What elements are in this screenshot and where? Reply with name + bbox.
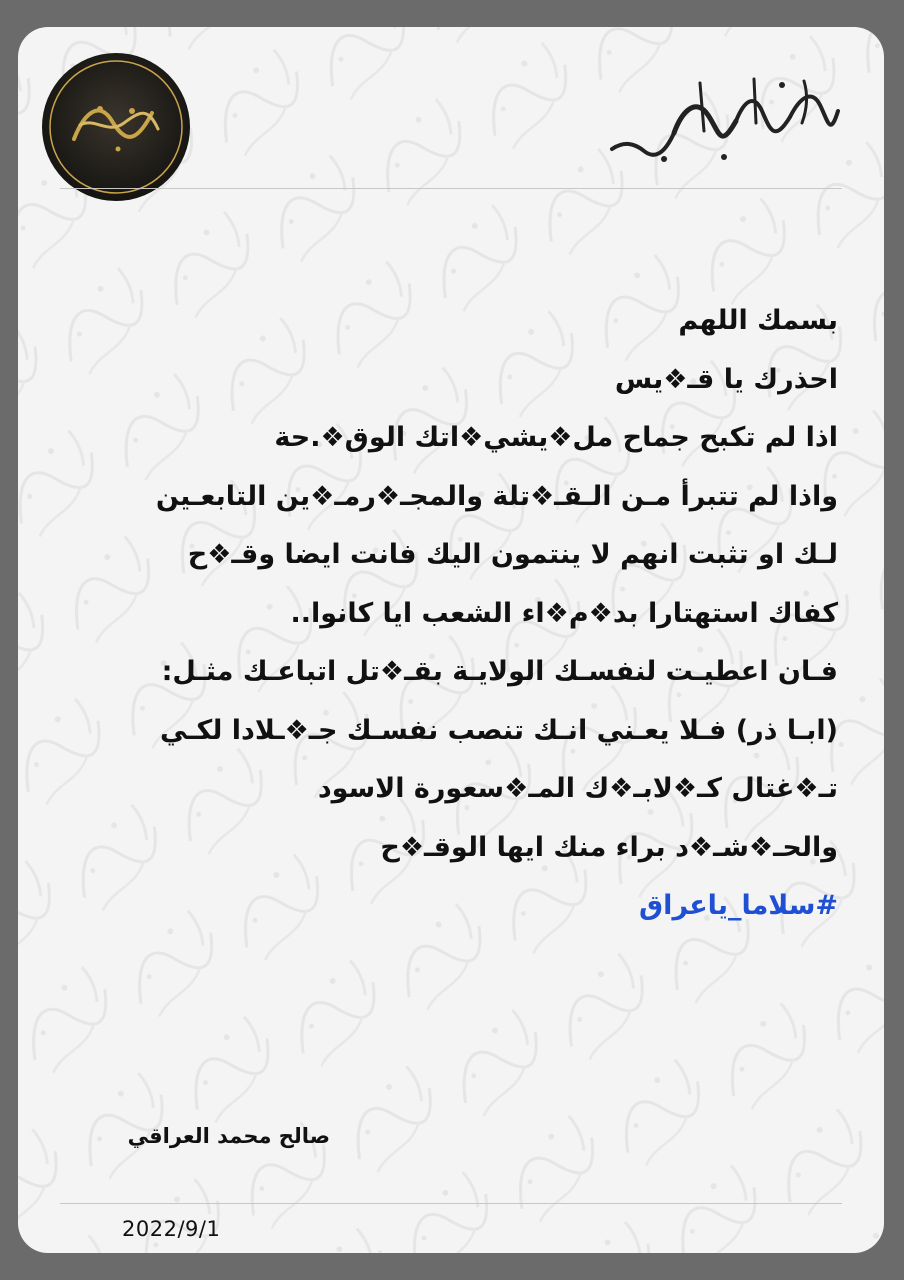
date-text: 2022/9/1 (122, 1217, 221, 1241)
statement-line: والحـ❖شـ❖د براء منك ايها الوقـ❖ح (380, 831, 838, 863)
hashtag-link[interactable]: #سلاما_ياعراق (639, 890, 838, 921)
statement-line: تـ❖غتال كـ❖لابـ❖ك المـ❖سعورة الاسود (317, 773, 838, 804)
statement-line: فـان اعطيـت لنفسـك الولايـة بقـ❖تل اتباعـك مثـل: (161, 656, 838, 687)
signature-logo (604, 71, 844, 167)
statement-text (58, 292, 838, 936)
seal-logo (40, 51, 192, 203)
statement-line: احذرك يا قـ❖يس (614, 363, 838, 395)
statement-line: (ابـا ذر) فـلا يعـني انـك تنصب نفسـك جـ❖ـلادا لكـي (159, 714, 838, 746)
statement-line: اذا لم تكبح جماح مل❖يشي❖اتك الوق❖.حة (274, 422, 838, 453)
statement-line: بسمك اللهم (678, 305, 838, 336)
statement-line: لـك او تثبت انهم لا ينتمون اليك فانت ايضا وقـ❖ح (187, 539, 838, 570)
bottom-divider (60, 1203, 842, 1204)
author-name: صالح محمد العراقي (127, 1124, 330, 1148)
document-card (18, 27, 884, 1253)
top-divider (60, 188, 842, 189)
statement-line: كفاك استهتارا بد❖م❖اء الشعب ايا كانوا.. (290, 597, 838, 629)
statement-line: واذا لم تتبرأ مـن الـقـ❖تلة والمجـ❖رمـ❖ين التابعـين (155, 480, 838, 512)
